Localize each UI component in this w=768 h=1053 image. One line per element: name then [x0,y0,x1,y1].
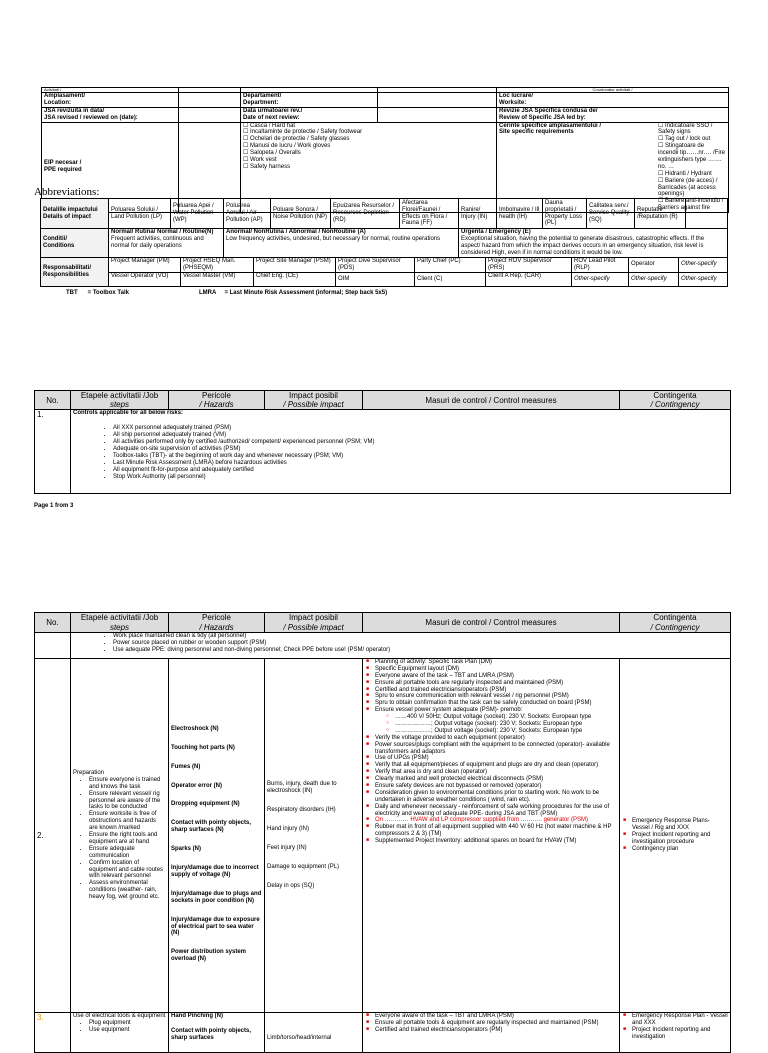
impact-cell: Dauna proprietatii / Property Loss (PL) [543,199,587,229]
hazard-item: Hand Pinching (N) [171,1013,223,1019]
control-item: ■ Planning of activity: Specific Task Plan (DM) [375,659,617,666]
activity-label: Activitati / [42,88,179,93]
site-item[interactable]: ☐ Hidranti / Hydrant [658,170,712,177]
voltage-item: ○ ………………; Output voltage (socket): 230 V; Sockets: European type [395,728,617,735]
list-item: • Last Minute Risk Assessment (LMRA) before hazardous activities [113,460,728,467]
legend-lmra: LMRA = Last Minute Risk Assessment (informal; Step back 5x5) [199,290,388,296]
control-item: ■ Supplemented Project Inventory: additional spares on board for HVAW (TM) [375,838,617,845]
resp-cell: Party Chief (PC) [415,258,486,273]
row-number: 3. [35,1013,71,1053]
resp-cell: Project Manager (PM) [109,258,181,273]
voltage-item: ○ ………………; Output voltage (socket): 230 V; Sockets: European type [395,721,617,728]
site-item[interactable]: ☐ Tag out / lock out [658,136,711,143]
impact-cell: Afectarea Florei/Faunei / Effects on Flora / Fauna (FF) [400,199,459,229]
impact-item: Limb/torso/head/internal [267,1035,332,1041]
impact-item: Feet injury (IN) [267,844,307,851]
control-item: ■ Certified and trained electricians/operators (PSM) [375,687,617,694]
header-hazards: Pericole / Hazards [169,613,265,633]
list-item: • Ensure adequate communication [89,846,166,860]
impact-cell: Ranire/ Injury (IN) [459,199,497,229]
control-item: ■ Verify the voltage provided to each equipment (operator) [375,735,617,742]
row3-step-title: Use of electrical tools & equipment [73,1013,166,1019]
impact-cell: Poluarea Solului / Land Pollution (LP) [109,199,171,229]
list-item: • Adequate on-site supervision of activities (PSM) [113,446,728,453]
coordinator-label: Coordonator activitati / [497,88,729,93]
condition-normal-text: Frequent activities, continuous and normal for daily operations [111,235,204,249]
list-item: • Use adequate PPE: diving personnel and non-diving personnel; Check PPE before use! (PSM/ operator) [113,647,728,654]
impact-cell: Calitatea serv./ Service Quality (SQ) [587,199,635,229]
list-item: • Ensure relevant vessel/ rig personnel are aware of the tasks to be conducted [89,791,166,812]
control-item: ■ Ensure safety devices are not bypassed or removed (operator) [375,783,617,790]
control-item: ■ Specific Equipment layout (DM) [375,666,617,673]
control-item: ■ Rubber mat in front of all equipment supplied with 440 V/ 60 Hz (hot water machine & HP compressors 2 & 3) (TM) [375,824,617,838]
resp-cell: Project Site Manager (PSM) [254,258,336,273]
row2-steps [71,659,169,1013]
worksite-label: Loc lucrare/ Worksite: [497,93,729,108]
condition-normal-title: Normal/ Rutina/ Normal / Routine(N) [111,229,214,235]
resp-cell: Project HSEQ Man. (PHSEQM) [181,258,254,273]
control-item: ■ Consideration given to environmental conditions prior to starting work. No work to be undertaken in adverse weather conditions ( wind, rain etc). [375,790,617,804]
control-item: ■ Spru to obtain confirmation that the task can be safely conducted on board (PSM) [375,700,617,707]
resp-cell: Project Dive Supervisor (PDS) [336,258,415,273]
impact-cell: Poluarea Aerului / Air Pollution (AP) [224,199,271,229]
impact-item: Burns, injury, death due to electroshock (IN) [267,781,337,795]
row3-hazards [169,1013,265,1053]
location-value[interactable] [179,93,241,108]
job-steps-table-page2 [34,612,731,1053]
control-item: ■ Verify that all equipment/pieces of equipment and plugs are dry and clean (operator) [375,762,617,769]
list-item: • Confirm location of equipment and cable routes with relevant personnel [89,860,166,881]
condition-abnormal [224,229,459,258]
impact-cell: Epuizarea Resurselor / Resources Depletion (RD) [331,199,400,229]
row3-steps [71,1013,169,1053]
impact-cell: Imbolnavire / Ill health (IH) [497,199,543,229]
site-item[interactable]: ☐ Bariere (de acces) / Barricades (at access openings) [658,177,718,198]
abbreviations-title: Abbreviations: [34,186,100,198]
condition-emergency-title: Urgenta / Emergency (E) [461,229,531,235]
row3-controls [363,1013,620,1053]
condition-emergency-text: Exceptional situation, having the potential to generate disastrous, catastrophic effects. If the aspect/ hazard from which the impact derives occurs in an emergency situation, risk level is considered High, even if in normal conditions it would be low. [461,235,705,256]
page-footer: Page 1 from 3 [34,503,74,509]
resp-cell: OIM [336,272,415,286]
list-item: • All equipment fit-for-purpose and adequately certified [113,467,728,474]
department-label: Departament/ Department: [241,93,378,108]
row1-title: Controls applicable for all below risks: [73,410,184,417]
ppe-item[interactable]: ☐ Safety harness [243,163,291,170]
header-contingency: Contingenta / Contingency [620,613,731,633]
impact-item: Hand injury (IN) [267,826,310,833]
ppe-item[interactable]: ☐ Salopeta / Overalls [243,150,301,157]
row3-impacts [265,1013,363,1053]
header-controls: Masuri de control / Control measures [363,613,620,633]
resp-cell: Other-specify [679,258,728,273]
hazard-item: Operator error (N) [171,782,223,789]
header-no: No. [35,391,71,410]
hazard-item: Sparks (N) [171,846,202,853]
ppe-item[interactable]: ☐ Work vest [243,157,277,164]
ppe-item[interactable]: ☐ Manusi de lucru / Work gloves [243,143,331,150]
impact-item: Damage to equipment (PL) [267,863,340,870]
review-specific-label: Revizie JSA Specifica condusa de/ Review of Specific JSA led by: [497,107,729,122]
impact-cell: Reputatie /Reputation (R) [635,199,686,229]
control-item: ■ Everyone aware of the task – TBT and LMRA (PSM) [375,1013,617,1020]
list-item: • Plug equipment [89,1020,166,1027]
list-item: • Work place maintained clean & tidy (all personnel) [113,633,728,640]
top-form-table [41,87,729,213]
voltage-item: ○ ……400 V/ 50Hz; Output voltage (socket): 230 V; Sockets: European type [395,714,617,721]
job-steps-table-page1 [34,390,731,494]
contingency-item: ■ Project Incident reporting and investigation procedure [632,832,728,846]
resp-cell: ROV Lead Pilot (RLP) [572,258,629,273]
abbreviations-table [40,198,728,258]
row2-contingency [620,659,731,1013]
list-item: • Power source placed on rubber or wooden support (PSM) [113,640,728,647]
site-item[interactable]: ☐ Bariere anti-incendiu / Barriers against fire [658,198,724,212]
ppe-item[interactable]: ☐ Ochelari de protectie / Safety glasses [243,136,350,143]
department-value[interactable] [378,93,497,108]
row2-step-title: Preparation [73,770,105,777]
control-item: ■ Certified and trained electricians/operators (PM) [375,1027,617,1034]
condition-emergency [459,229,728,258]
row3-contingency [620,1013,731,1053]
list-item: • Ensure worksite is free of obstructions and hazards are known /marked [89,811,166,832]
list-item: • Ensure the right tools and equipment are at hand [89,832,166,846]
row2-impacts [265,659,363,1013]
list-item: • Toolbox-talks (TBT)- at the beginning of work day and whenever necessary (PSM; VM) [113,453,728,460]
next-review-value[interactable] [378,107,497,122]
hazard-item: Contact with pointy objects, sharp surfaces (N) [171,820,252,834]
control-item: ■ Power sources/plugs compliant with the equipment to be connected (operator)- available transformers and adaptors [375,742,617,756]
control-item: ■ Ensure all portable tools & equipment are regularly inspected and maintained (PSM) [375,1020,617,1027]
next-review-label: Data urmatoarei rev./ Date of next review: [241,107,378,122]
resp-cell: Vessel Master (VM) [181,272,254,286]
header-controls: Masuri de control / Control measures [363,391,620,410]
list-item: • Use equipment [89,1027,166,1034]
hazard-item: Contact with pointy objects, sharp surfaces [171,1027,252,1041]
jsa-revised-label: JSA revizuita in data/ JSA revised / reviewed on (date): [42,107,179,122]
resp-cell: Project ROV Supervisor (PRS) [486,258,572,273]
list-item: • All activities performed only by certified /authorized/ competent/ experienced personnel (PSM; VM) [113,439,728,446]
resp-cell: Operator [629,258,679,273]
contingency-item: ■ Project Incident reporting and investigation [632,1027,728,1041]
ppe-item[interactable]: ☐ Casca / Hard hat [243,122,296,129]
row2-hazards [169,659,265,1013]
impact-cell: Poluarea Apei / Water Pollution (WP) [171,199,224,229]
header-contingency: Contingenta / Contingency [620,391,731,410]
legend-tbt: TBT = Toolbox Talk [66,290,129,296]
header-steps: Etapele activitatii /Job steps [71,391,169,410]
condition-normal [109,229,224,258]
resp-cell: Other-specify [679,272,728,286]
impact-label: Detalille impactului Details of impact [41,199,109,229]
control-item: ■ Daily and whenever necessary - reinforcement of safe working procedures for the use of electricity and wearing of adequate PPE- during JSA and TBT (PSM) [375,804,617,818]
control-item: ■ Ensure all portable tools are regularly inspected and maintained (PSM) [375,680,617,687]
hazard-item: Dropping equipment (N) [171,801,240,808]
control-item: ■ Use of UPGs (PSM) [375,755,617,762]
resp-cell: Other-specify [629,272,679,286]
list-item: • Stop Work Authority (all personnel) [113,474,728,481]
header-steps: Etapele activitatii /Job steps [71,613,169,633]
control-item: ■ Verify that area is dry and clean (operator) [375,769,617,776]
responsibilities-table [40,257,728,287]
site-item[interactable]: ☐ Indicatoare SSO / Safety signs [658,122,713,136]
condition-abnormal-text: Low frequency activities, undesired, but necessary for normal, routine operations [226,235,441,242]
header-no: No. [35,613,71,633]
control-item: ■ Everyone aware of the task – TBT and LMRA (PSM) [375,673,617,680]
impact-item: Respiratory disorders (IH) [267,807,336,814]
hazard-item: Electroshock (N) [171,725,219,732]
control-item: ■ Ensure vessel power system adequate (PSM)- premob: [375,707,617,714]
hazard-item: Power distribution system overload (N) [171,949,247,963]
resp-cell: Client A Rep. (CAR) [486,272,572,286]
list-item: • All ship personnel adequately trained (VM) [113,432,728,439]
hazard-item: Injury/damage due to exposure of electrical part to sea water (N) [171,916,260,937]
header-impact: Impact posibil / Possible impact [265,613,363,633]
list-item: • Ensure everyone is trained and knows the task [89,777,166,791]
control-item: ■ Clearly marked and well protected electrical disconnects (PSM) [375,776,617,783]
ppe-item[interactable]: ☐ Incaltaminte de protectie / Safety footwear [243,129,363,136]
impact-item: Delay in ops (SQ) [267,882,315,889]
jsa-revised-value[interactable] [179,107,241,122]
control-item-highlight: ■ On ………… HVAW and LP compressor supplied from ……….. generator (PSM) [375,817,617,824]
resp-cell: Vessel Operator (VO) [109,272,181,286]
header-impact: Impact posibil / Possible impact [265,391,363,410]
location-label: Amplasament/ Location: [42,93,179,108]
hazard-item: Injury/damage due to incorrect supply of voltage (N) [171,865,259,878]
condition-abnormal-title: Anormal/ NonRutina / Abnormal / NonRoutine (A) [226,229,366,235]
header-hazards: Pericole / Hazards [169,391,265,410]
row-number: 1. [35,410,71,494]
row2-controls [363,659,620,1013]
list-item: • All XXX personnel adequately trained (PSM) [113,425,728,432]
row-number: 2. [35,659,71,1013]
contingency-item: ■ Emergency Response Plans- Vessel / Rig and XXX [632,818,728,832]
contingency-item: ■ Emergency Response Plan - Vessel and XXX [632,1013,728,1027]
control-item: ■ Spru to ensure communication with relevant vessel / rig personnel (PSM) [375,693,617,700]
contingency-item: ■ Contingency plan [632,846,728,853]
responsibilities-label: Responsabilitati/ Responsibilities [41,258,109,287]
site-item[interactable]: ☐ Stingatoare de incendii tip……nr…. /Fire extinguishers type ……. no. … [658,143,726,170]
conditions-label: Conditii/ Conditions [41,229,109,258]
resp-cell: Client (C) [415,272,486,286]
hazard-item: Fumes (N) [171,763,201,770]
hazard-item: Injury/damage due to plugs and sockets in poor condition (N) [171,890,262,904]
site-req-label: Cerinte specifice amplasamentului / Site specific requirements [499,122,602,136]
ppe-label: EIP necesar / PPE required [42,122,179,213]
hazard-item: Touching hot parts (N) [171,744,235,751]
impact-cell: Poluare Sonora / Noise Pollution (NP) [271,199,331,229]
resp-cell: Other-specify [572,272,629,286]
resp-cell: Chief Eng. (CE) [254,272,336,286]
list-item: • Assess environmental conditions (weather- rain, heavy fog, wet ground etc. [89,880,166,901]
